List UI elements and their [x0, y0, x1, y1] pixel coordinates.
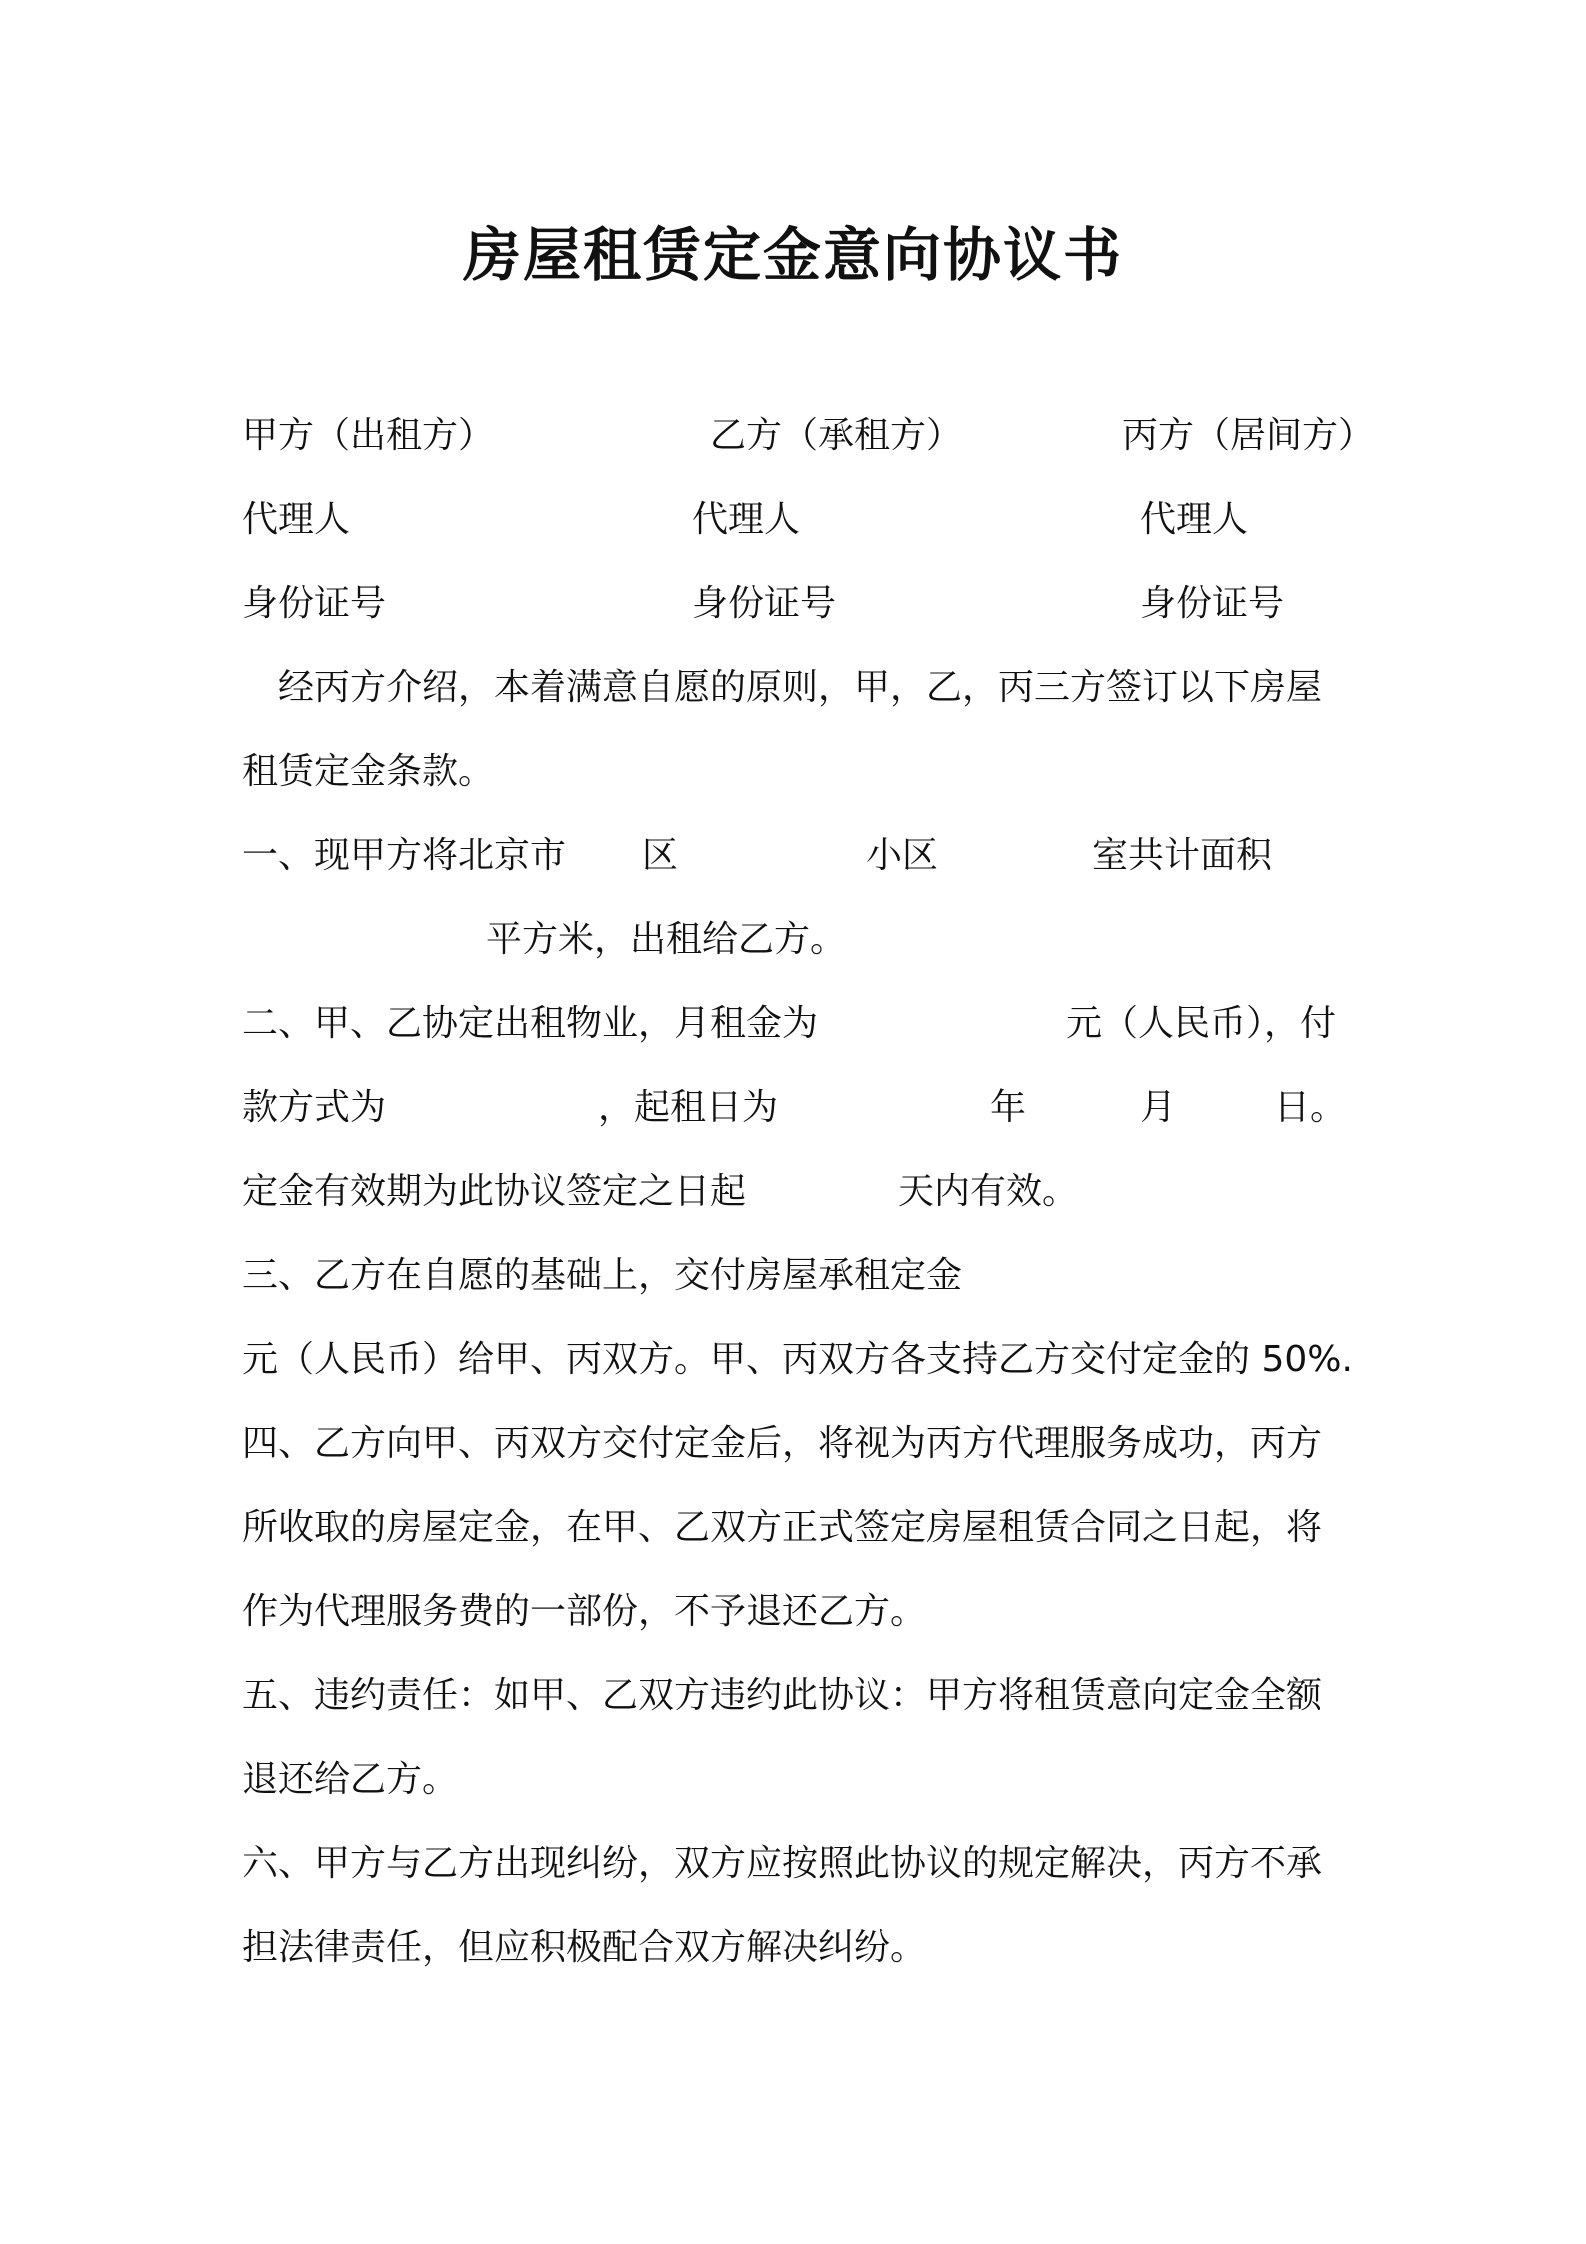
party-c-id: 身份证号 — [1140, 583, 1285, 624]
clause-2-day: 日。 — [1274, 1087, 1347, 1128]
clause-4-line-3: 作为代理服务费的一部份，不予退还乙方。 — [242, 1591, 927, 1632]
clause-2-line-2-part-1: 款方式为 — [242, 1087, 387, 1128]
clause-6-line-1: 六、甲方与乙方出现纠纷，双方应按照此协议的规定解决，丙方不承 — [242, 1843, 1323, 1884]
clause-6-line-2: 担法律责任，但应积极配合双方解决纠纷。 — [242, 1927, 927, 1968]
clause-2-month: 月 — [1140, 1087, 1177, 1128]
clause-5-line-2: 退还给乙方。 — [242, 1759, 459, 1800]
party-c-label: 丙方（居间方） — [1122, 415, 1375, 456]
party-a-agent: 代理人 — [242, 499, 351, 540]
clause-4-line-2: 所收取的房屋定金，在甲、乙双方正式签定房屋租赁合同之日起，将 — [242, 1507, 1323, 1548]
clause-2-part-2: 元（人民币），付 — [1066, 1003, 1337, 1044]
clause-2-part-1: 二、甲、乙协定出租物业，月租金为 — [242, 1003, 819, 1044]
clause-5-line-1: 五、违约责任：如甲、乙双方违约此协议：甲方将租赁意向定金全额 — [242, 1675, 1323, 1716]
party-b-agent: 代理人 — [692, 499, 801, 540]
clause-1-part-2: 区 — [642, 835, 679, 876]
clause-1-line-2: 平方米，出租给乙方。 — [486, 919, 847, 960]
document-title: 房屋租赁定金意向协议书 — [462, 221, 1123, 289]
clause-1-part-3: 小区 — [866, 835, 939, 876]
clause-2-line-2-part-2: ，起租日为 — [598, 1087, 779, 1128]
intro-line-1: 经丙方介绍，本着满意自愿的原则，甲，乙，丙三方签订以下房屋 — [278, 667, 1323, 708]
clause-2-year: 年 — [990, 1087, 1027, 1128]
intro-line-2: 租赁定金条款。 — [242, 751, 495, 792]
clause-2-line-3-part-1: 定金有效期为此协议签定之日起 — [242, 1171, 747, 1212]
party-b-id: 身份证号 — [692, 583, 837, 624]
clause-1-part-1: 一、现甲方将北京市 — [242, 835, 567, 876]
party-a-label: 甲方（出租方） — [242, 415, 495, 456]
clause-3-line-1: 三、乙方在自愿的基础上，交付房屋承租定金 — [242, 1255, 963, 1296]
clause-2-line-3-part-2: 天内有效。 — [898, 1171, 1079, 1212]
party-b-label: 乙方（承租方） — [710, 415, 963, 456]
clause-3-line-2: 元（人民币）给甲、丙双方。甲、丙双方各支持乙方交付定金的 50%. — [242, 1339, 1353, 1380]
party-a-id: 身份证号 — [242, 583, 387, 624]
clause-4-line-1: 四、乙方向甲、丙双方交付定金后，将视为丙方代理服务成功，丙方 — [242, 1423, 1323, 1464]
clause-1-part-4: 室共计面积 — [1092, 835, 1273, 876]
party-c-agent: 代理人 — [1140, 499, 1249, 540]
